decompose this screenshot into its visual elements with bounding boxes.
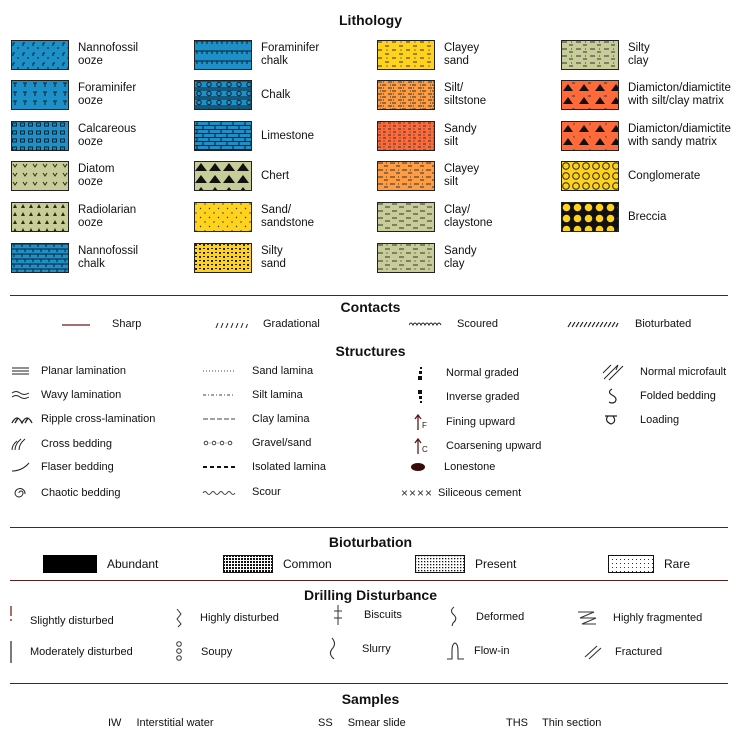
lithology-item-sandy-clay (377, 243, 477, 273)
present-swatch (415, 555, 465, 573)
chaotic-bedding-icon (11, 486, 31, 500)
lithology-item-foram-chalk (194, 40, 319, 70)
planar-lamination-icon (11, 365, 31, 377)
chert-swatch (194, 161, 252, 191)
drilling-slightly-disturbed: Slightly disturbed (8, 605, 114, 627)
bioturbation-rare: Rare (608, 555, 690, 573)
svg-text:C: C (422, 445, 428, 454)
sample-smear-slide: SS Smear slide (318, 717, 406, 729)
sample-interstitial-water: IW Interstitial water (108, 717, 214, 729)
flow-in-icon (446, 641, 466, 661)
structure-siliceous-cement: ×××× Siliceous cement (401, 486, 522, 500)
biscuits-icon (332, 604, 344, 626)
normal-graded-icon (414, 365, 426, 381)
slurry-icon (328, 637, 340, 661)
gradational-contact-icon (214, 319, 248, 329)
lithology-label: Foraminifer ooze (78, 82, 137, 107)
lithology-label: Radiolarian ooze (78, 204, 137, 229)
structures-title: Structures (335, 343, 406, 359)
lithology-item-nanno-chalk (11, 243, 138, 273)
lithology-item-diamict-sand (561, 121, 731, 151)
rare-swatch (608, 555, 654, 573)
lithology-item-breccia (561, 202, 666, 232)
structure-cross-bedding: Cross bedding (11, 437, 112, 451)
scour-icon (202, 487, 236, 497)
flaser-bedding-icon (11, 461, 31, 473)
lithology-label: Nannofossil chalk (78, 245, 139, 270)
chalk-swatch (194, 80, 252, 110)
folded-bedding-icon (602, 387, 626, 405)
sample-thin-section: THS Thin section (506, 717, 602, 729)
lithology-item-diatom-ooze (11, 161, 114, 191)
highly-disturbed-icon (174, 608, 184, 628)
lithology-label: Chert (261, 169, 290, 182)
structure-scour: Scour (202, 486, 281, 498)
drilling-slurry: Slurry (328, 637, 391, 661)
lithology-label: Conglomerate (628, 169, 701, 182)
lithology-item-radio-ooze (11, 202, 136, 232)
fining-upward-icon (414, 413, 428, 431)
lithology-label: Clayey silt (444, 163, 480, 188)
drilling-deformed: Deformed (448, 606, 524, 628)
isolated-lamina-icon (202, 462, 236, 472)
drilling-soupy: Soupy (173, 640, 232, 664)
foram-chalk-swatch (194, 40, 252, 70)
lithology-item-clayey-sand (377, 40, 479, 70)
sharp-contact-icon (62, 320, 90, 328)
drilling-title: Drilling Disturbance (303, 587, 438, 603)
structure-clay-lamina: Clay lamina (202, 413, 309, 425)
drilling-biscuits: Biscuits (332, 604, 402, 626)
lithology-label: Sandy silt (444, 123, 477, 148)
normal-microfault-icon (602, 363, 626, 381)
lithology-item-chert (194, 161, 289, 191)
lithology-label: Silty clay (628, 42, 650, 67)
sandy-clay-swatch (377, 243, 435, 273)
lithology-item-nanno-ooze (11, 40, 138, 70)
drilling-highly-fragmented: Highly fragmented (576, 609, 702, 627)
structure-normal-microfault: Normal microfault (602, 363, 726, 381)
contacts-title: Contacts (340, 299, 401, 315)
structure-normal-graded: Normal graded (414, 365, 519, 381)
sandy-silt-swatch (377, 121, 435, 151)
drilling-highly-disturbed: Highly disturbed (174, 608, 279, 628)
loading-icon (602, 413, 622, 427)
sand-lamina-icon (202, 366, 236, 376)
structure-isolated-lamina: Isolated lamina (202, 461, 326, 473)
contact-sharp: Sharp (62, 318, 141, 330)
sandstone-swatch (194, 202, 252, 232)
clay-lamina-icon (202, 414, 236, 424)
clayey-sand-swatch (377, 40, 435, 70)
diatom-ooze-swatch (11, 161, 69, 191)
ripple-cross-lamination-icon (11, 413, 33, 425)
sample-code: THS (506, 717, 528, 729)
bioturbation-abundant: Abundant (43, 555, 158, 573)
lithology-label: Clayey sand (444, 42, 480, 67)
divider (10, 580, 728, 581)
structure-inverse-graded: Inverse graded (414, 389, 519, 405)
divider (10, 527, 728, 528)
sample-code: IW (108, 717, 122, 729)
abundant-swatch (43, 555, 97, 573)
contact-gradational: Gradational (214, 318, 320, 330)
bioturbation-present: Present (415, 555, 516, 573)
svg-text:F: F (422, 421, 427, 430)
bioturbated-contact-icon (567, 319, 619, 329)
lithology-item-siltstone (377, 80, 486, 110)
drilling-moderately-disturbed: Moderately disturbed (8, 640, 133, 664)
lithology-item-chalk (194, 80, 290, 110)
soupy-icon (173, 640, 185, 664)
lithology-item-calc-ooze (11, 121, 136, 151)
structure-loading: Loading (602, 413, 679, 427)
drilling-fractured: Fractured (584, 643, 662, 661)
cross-bedding-icon (11, 437, 31, 451)
structure-folded-bedding: Folded bedding (602, 387, 716, 405)
silty-sand-swatch (194, 243, 252, 273)
foram-ooze-swatch (11, 80, 69, 110)
slightly-disturbed-icon (8, 605, 14, 627)
moderately-disturbed-icon (8, 640, 14, 664)
structure-ripple-cross-lamination: Ripple cross-lamination (11, 413, 155, 425)
structure-lonestone: Lonestone (410, 461, 495, 473)
bioturbation-common: Common (223, 555, 332, 573)
lithology-label: Diatom ooze (78, 163, 115, 188)
lithology-label: Calcareous ooze (78, 123, 137, 148)
silt-lamina-icon (202, 390, 236, 400)
divider (10, 683, 728, 684)
clayey-silt-swatch (377, 161, 435, 191)
lithology-label: Limestone (261, 129, 315, 142)
claystone-swatch (377, 202, 435, 232)
drilling-flow-in: Flow-in (446, 641, 509, 661)
common-swatch (223, 555, 273, 573)
lithology-item-limestone (194, 121, 314, 151)
lonestone-icon (410, 461, 426, 473)
sample-code: SS (318, 717, 333, 729)
coarsening-upward-icon (414, 437, 428, 455)
deformed-icon (448, 606, 458, 628)
wavy-lamination-icon (11, 389, 31, 401)
lithology-label: Chalk (261, 88, 291, 101)
lithology-item-diamict-silt (561, 80, 731, 110)
lithology-label: Clay/ claystone (444, 204, 493, 229)
bioturbation-title: Bioturbation (328, 534, 413, 550)
fractured-icon (584, 643, 602, 661)
lithology-label: Foraminifer chalk (261, 42, 320, 67)
diamict-sand-swatch (561, 121, 619, 151)
lithology-title: Lithology (339, 12, 402, 28)
diamict-silt-swatch (561, 80, 619, 110)
lithology-item-conglomerate (561, 161, 700, 191)
radio-ooze-swatch (11, 202, 69, 232)
lithology-item-silty-sand (194, 243, 286, 273)
siltstone-swatch (377, 80, 435, 110)
lithology-label: Sandy clay (444, 245, 477, 270)
contact-scoured: Scoured (409, 318, 498, 330)
structure-gravel-sand: Gravel/sand (202, 437, 311, 449)
lithology-label: Breccia (628, 210, 667, 223)
structure-silt-lamina: Silt lamina (202, 389, 303, 401)
structure-coarsening-upward: C Coarsening upward (414, 437, 541, 455)
lithology-label: Silt/ siltstone (444, 82, 487, 107)
calc-ooze-swatch (11, 121, 69, 151)
structure-fining-upward: F Fining upward (414, 413, 515, 431)
lithology-label: Sand/ sandstone (261, 204, 315, 229)
breccia-swatch (561, 202, 619, 232)
highly-fragmented-icon (576, 609, 598, 627)
structure-flaser-bedding: Flaser bedding (11, 461, 114, 473)
lithology-label: Silty sand (261, 245, 286, 270)
lithology-item-sandstone (194, 202, 314, 232)
conglomerate-swatch (561, 161, 619, 191)
lithology-item-clayey-silt (377, 161, 479, 191)
lithology-item-claystone (377, 202, 493, 232)
lithology-label: Nannofossil ooze (78, 42, 139, 67)
inverse-graded-icon (414, 389, 426, 405)
divider (10, 295, 728, 296)
scoured-contact-icon (409, 319, 443, 329)
nanno-ooze-swatch (11, 40, 69, 70)
lithology-item-foram-ooze (11, 80, 136, 110)
lithology-item-sandy-silt (377, 121, 477, 151)
nanno-chalk-swatch (11, 243, 69, 273)
structure-sand-lamina: Sand lamina (202, 365, 313, 377)
structure-wavy-lamination: Wavy lamination (11, 389, 121, 401)
structure-planar-lamination: Planar lamination (11, 365, 126, 377)
gravel-sand-icon (202, 438, 236, 448)
limestone-swatch (194, 121, 252, 151)
structure-chaotic-bedding: Chaotic bedding (11, 486, 121, 500)
lithology-item-silty-clay (561, 40, 650, 70)
samples-title: Samples (341, 691, 400, 707)
silty-clay-swatch (561, 40, 619, 70)
siliceous-cement-icon: ×××× (401, 486, 434, 500)
lithology-label: Diamicton/diamictite with silt/clay matrix (628, 82, 731, 107)
contact-bioturbated: Bioturbated (567, 318, 691, 330)
lithology-label: Diamicton/diamictite with sandy matrix (628, 123, 731, 148)
